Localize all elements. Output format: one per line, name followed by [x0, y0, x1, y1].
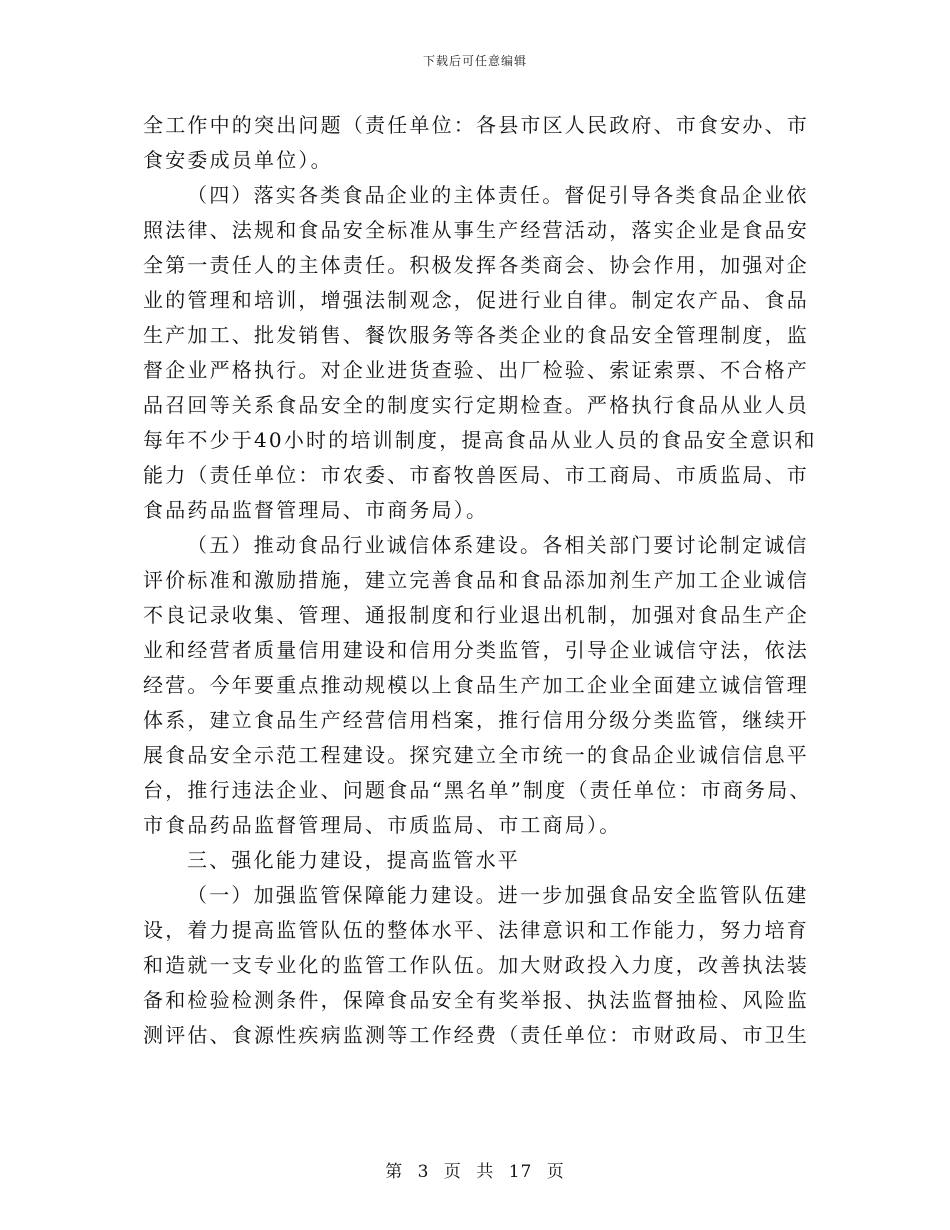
text-line: 台，推行违法企业、问题食品“黑名单”制度（责任单位：市商务局、: [143, 778, 812, 802]
text-line: 督企业严格执行。对企业进货查验、出厂检验、索证索票、不合格产: [143, 358, 809, 382]
page-header: 下载后可任意编辑: [422, 54, 527, 68]
text-line: 和造就一支专业化的监管工作队伍。加大财政投入力度，改善执法装: [143, 953, 809, 977]
text-line: 生产加工、批发销售、餐饮服务等各类企业的食品安全管理制度，监: [143, 323, 809, 347]
text-line: 业的管理和培训，增强法制观念，促进行业自律。制定农产品、食品: [143, 288, 809, 312]
text-line: 能力（责任单位：市农委、市畜牧兽医局、市工商局、市质监局、市: [143, 463, 809, 487]
paragraph-start-line: （五）推动食品行业诚信体系建设。各相关部门要讨论制定诚信: [187, 533, 809, 557]
text-line: 展食品安全示范工程建设。探究建立全市统一的食品企业诚信信息平: [143, 743, 809, 767]
paragraph-start-line: （四）落实各类食品企业的主体责任。督促引导各类食品企业依: [187, 183, 809, 207]
text-line: 食安委成员单位）。: [143, 148, 333, 172]
document-body: [143, 108, 817, 1053]
text-line: 照法律、法规和食品安全标准从事生产经营活动，落实企业是食品安: [143, 218, 809, 242]
text-line: 不良记录收集、管理、通报制度和行业退出机制，加强对食品生产企: [143, 603, 809, 627]
page-number-footer: 第 3 页 共 17 页: [385, 1162, 565, 1182]
text-line: 体系，建立食品生产经营信用档案，推行信用分级分类监管，继续开: [143, 708, 809, 732]
text-line: 测评估、食源性疾病监测等工作经费（责任单位：市财政局、市卫生: [143, 1023, 809, 1047]
section-heading: 三、强化能力建设，提高监管水平: [187, 848, 520, 872]
text-line: 经营。今年要重点推动规模以上食品生产加工企业全面建立诚信管理: [143, 673, 809, 697]
text-line: 设，着力提高监管队伍的整体水平、法律意识和工作能力，努力培育: [143, 918, 809, 942]
text-line: 品召回等关系食品安全的制度实行定期检查。严格执行食品从业人员: [143, 393, 809, 417]
text-line: 业和经营者质量信用建设和信用分类监管，引导企业诚信守法，依法: [143, 638, 809, 662]
text-line: 食品药品监督管理局、市商务局）。: [143, 498, 489, 522]
text-line: 市食品药品监督管理局、市质监局、市工商局）。: [143, 813, 622, 837]
text-line: 备和检验检测条件，保障食品安全有奖举报、执法监督抽检、风险监: [143, 988, 809, 1012]
text-line: 每年不少于40小时的培训制度，提高食品从业人员的食品安全意识和: [143, 428, 817, 452]
text-line: 全第一责任人的主体责任。积极发挥各类商会、协会作用，加强对企: [143, 253, 809, 277]
text-line: 全工作中的突出问题（责任单位：各县市区人民政府、市食安办、市: [143, 113, 809, 137]
paragraph-start-line: （一）加强监管保障能力建设。进一步加强食品安全监管队伍建: [187, 883, 809, 907]
text-line: 评价标准和激励措施，建立完善食品和食品添加剂生产加工企业诚信: [143, 568, 809, 592]
